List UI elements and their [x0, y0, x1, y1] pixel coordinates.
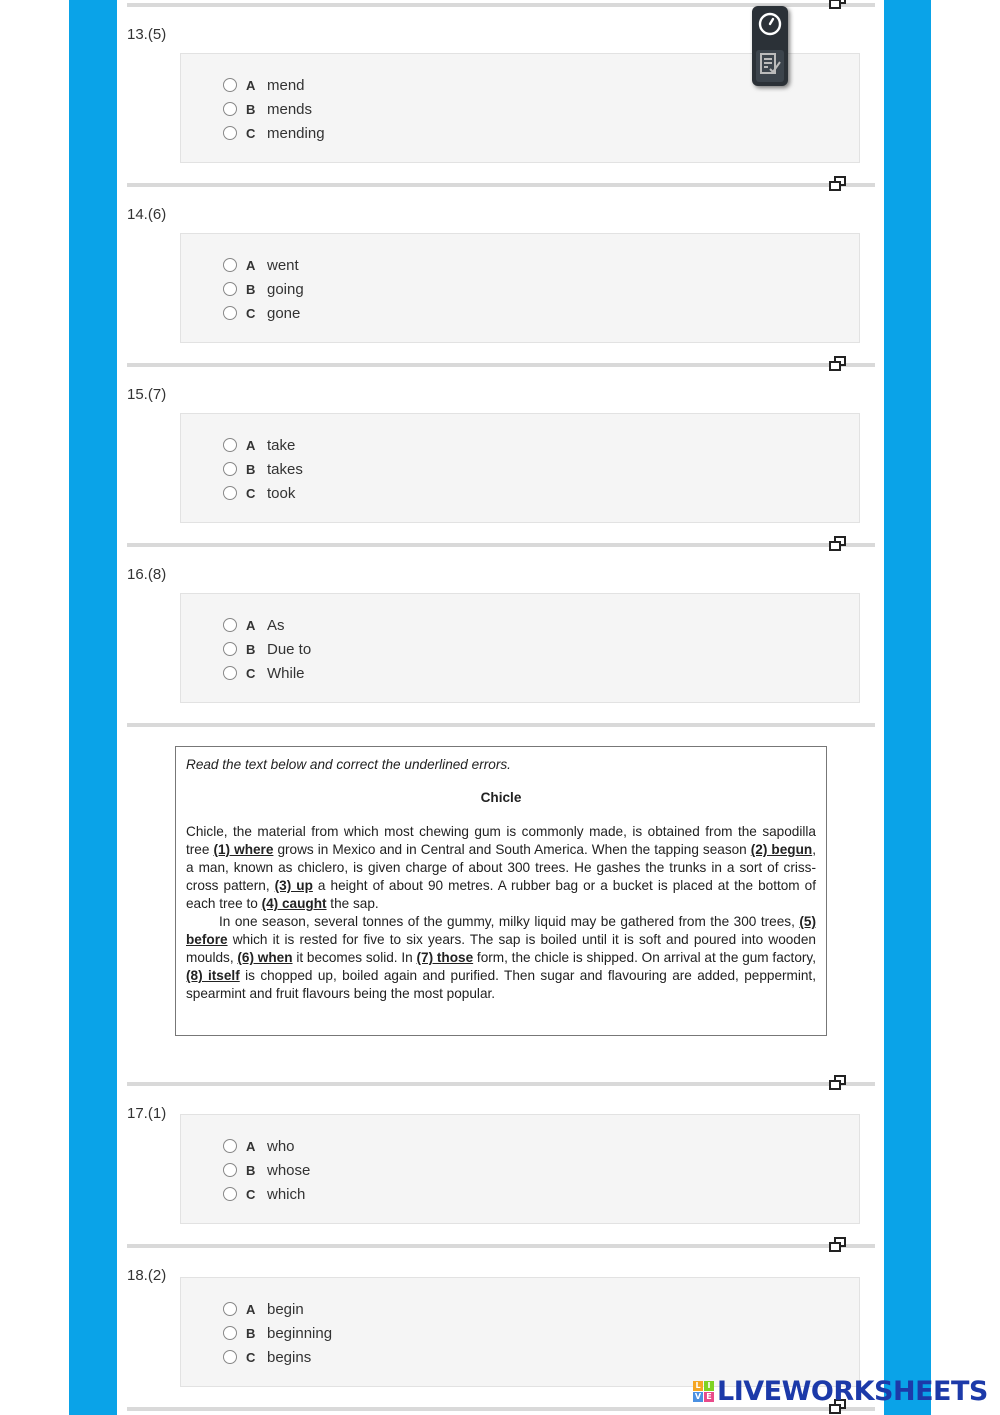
radio-button[interactable]: [223, 126, 237, 140]
answer-option[interactable]: [223, 1323, 332, 1343]
underlined-error: (5) before: [186, 914, 816, 947]
logo-tile: E: [704, 1392, 714, 1402]
passage-instruction: Read the text below and correct the underlined errors.: [186, 757, 511, 772]
answer-option[interactable]: [223, 1299, 304, 1319]
underlined-error: (8) itself: [186, 968, 240, 983]
option-text: takes: [267, 460, 303, 478]
radio-button[interactable]: [223, 618, 237, 632]
answer-option[interactable]: [223, 435, 295, 455]
option-text: gone: [267, 304, 301, 322]
option-letter: C: [246, 1186, 256, 1202]
radio-button[interactable]: [223, 78, 237, 92]
option-letter: B: [246, 101, 256, 117]
underlined-error: (6) when: [237, 950, 293, 965]
answer-option[interactable]: [223, 639, 311, 659]
option-text: going: [267, 280, 304, 298]
option-text: As: [267, 616, 285, 634]
restore-window-icon[interactable]: [829, 1237, 847, 1253]
option-letter: C: [246, 305, 256, 321]
underlined-error: (2) begun: [750, 842, 813, 857]
option-text: mending: [267, 124, 325, 142]
passage-text: it becomes solid. In: [292, 950, 417, 965]
passage-paragraph-2: [186, 913, 816, 1003]
option-text: whose: [267, 1161, 311, 1179]
restore-window-icon[interactable]: [829, 1075, 847, 1091]
question-number: 13.(5): [127, 26, 167, 43]
passage-text: is chopped up, boiled again and purified. Then sugar and flavouring are added, peppermint, spearmint and fruit flavours being the most popular.: [186, 968, 816, 1001]
answer-option[interactable]: [223, 123, 325, 143]
option-letter: B: [246, 1162, 256, 1178]
passage-text: a height of about 90 metres. A rubber bag or a bucket is placed at the bottom of each tree to: [186, 878, 816, 911]
radio-button[interactable]: [223, 1139, 237, 1153]
logo-tile: L: [693, 1381, 703, 1391]
passage-text: , a man, known as chiclero, is given charge of about 300 trees. He gashes the trunks in a sort of criss-cross pattern,: [186, 842, 816, 893]
answer-option[interactable]: [223, 1184, 305, 1204]
radio-button[interactable]: [223, 1350, 237, 1364]
option-text: begins: [267, 1348, 312, 1366]
left-blue-border: [69, 0, 117, 1415]
passage-divider: [127, 723, 875, 727]
question-divider: [127, 1407, 875, 1411]
passage-box: [175, 746, 827, 1036]
radio-button[interactable]: [223, 642, 237, 656]
question-options-box: [180, 593, 860, 703]
answer-option[interactable]: [223, 663, 305, 683]
option-text: who: [267, 1137, 295, 1155]
question-options-box: [180, 1114, 860, 1224]
radio-button[interactable]: [223, 1326, 237, 1340]
restore-window-icon[interactable]: [829, 356, 847, 372]
radio-button[interactable]: [223, 486, 237, 500]
passage-text: which it is rested for five to six years. The sap is boiled until it is soft and poured into wooden moulds,: [186, 932, 816, 965]
option-text: take: [267, 436, 296, 454]
radio-button[interactable]: [223, 1187, 237, 1201]
question-options-box: [180, 1277, 860, 1387]
radio-button[interactable]: [223, 102, 237, 116]
question-number: 16.(8): [127, 566, 167, 583]
timer-button[interactable]: [756, 9, 784, 43]
option-letter: A: [246, 1301, 256, 1317]
passage-paragraph-1: [186, 823, 816, 913]
radio-button[interactable]: [223, 1302, 237, 1316]
option-letter: C: [246, 125, 256, 141]
right-blue-border: [884, 0, 931, 1415]
option-text: which: [267, 1185, 306, 1203]
passage-text: the sap.: [326, 896, 379, 911]
passage-text: Chicle, the material from which most chewing gum is commonly made, is obtained from the sapodilla tree: [186, 824, 816, 857]
underlined-error: (7) those: [416, 950, 474, 965]
floating-toolbar: [752, 6, 788, 86]
option-letter: A: [246, 257, 256, 273]
passage-text: grows in Mexico and in Central and South America. When the tapping season: [273, 842, 751, 857]
radio-button[interactable]: [223, 1163, 237, 1177]
radio-button[interactable]: [223, 462, 237, 476]
question-divider: [127, 1082, 875, 1086]
underlined-error: (1) where: [213, 842, 274, 857]
radio-button[interactable]: [223, 306, 237, 320]
option-letter: B: [246, 461, 256, 477]
question-number: 18.(2): [127, 1267, 167, 1284]
question-divider: [127, 183, 875, 187]
option-letter: A: [246, 437, 256, 453]
liveworksheets-logo: [693, 1376, 988, 1407]
restore-window-icon[interactable]: [829, 536, 847, 552]
answer-option[interactable]: [223, 1160, 310, 1180]
question-options-box: [180, 233, 860, 343]
logo-grid-icon: [693, 1381, 715, 1403]
option-text: mends: [267, 100, 313, 118]
radio-button[interactable]: [223, 282, 237, 296]
radio-button[interactable]: [223, 258, 237, 272]
answer-option[interactable]: [223, 303, 300, 323]
answer-option[interactable]: [223, 99, 312, 119]
option-letter: B: [246, 281, 256, 297]
option-text: took: [267, 484, 296, 502]
restore-window-icon[interactable]: [829, 0, 847, 10]
option-text: While: [267, 664, 305, 682]
option-letter: A: [246, 1138, 256, 1154]
logo-tile: I: [704, 1381, 714, 1391]
question-divider: [127, 363, 875, 367]
answer-option[interactable]: [223, 255, 299, 275]
radio-button[interactable]: [223, 666, 237, 680]
question-number: 17.(1): [127, 1105, 167, 1122]
question-divider: [127, 543, 875, 547]
timer-icon: [757, 11, 783, 42]
underlined-error: (3) up: [274, 878, 313, 893]
question-options-box: [180, 413, 860, 523]
underlined-error: (4) caught: [261, 896, 327, 911]
answer-option[interactable]: [223, 75, 305, 95]
logo-text: LIVEWORKSHEETS: [717, 1376, 988, 1407]
answer-option[interactable]: [223, 483, 295, 503]
restore-window-icon[interactable]: [829, 176, 847, 192]
passage-title: Chicle: [480, 790, 522, 805]
passage-text: In one season, several tonnes of the gummy, milky liquid may be gathered from the 300 trees,: [219, 914, 800, 929]
answer-option[interactable]: [223, 279, 304, 299]
option-text: begin: [267, 1300, 304, 1318]
answer-option[interactable]: [223, 1136, 295, 1156]
radio-button[interactable]: [223, 438, 237, 452]
logo-tile: V: [694, 1392, 702, 1401]
question-number: 15.(7): [127, 386, 167, 403]
option-text: Due to: [267, 640, 312, 658]
option-letter: C: [246, 485, 256, 501]
answer-option[interactable]: [223, 1347, 311, 1367]
answer-option[interactable]: [223, 615, 285, 635]
option-letter: B: [246, 1325, 256, 1341]
passage-text: form, the chicle is shipped. On arrival at the gum factory,: [473, 950, 816, 965]
answer-option[interactable]: [223, 459, 303, 479]
option-letter: B: [246, 641, 256, 657]
option-text: went: [267, 256, 299, 274]
question-number: 14.(6): [127, 206, 167, 223]
option-letter: A: [246, 617, 256, 633]
question-divider: [127, 1244, 875, 1248]
option-text: beginning: [267, 1324, 333, 1342]
option-text: mend: [267, 76, 305, 94]
option-letter: A: [246, 77, 256, 93]
check-answers-icon: [758, 52, 782, 81]
option-letter: C: [246, 1349, 256, 1365]
check-answers-button[interactable]: [756, 50, 784, 82]
option-letter: C: [246, 665, 256, 681]
